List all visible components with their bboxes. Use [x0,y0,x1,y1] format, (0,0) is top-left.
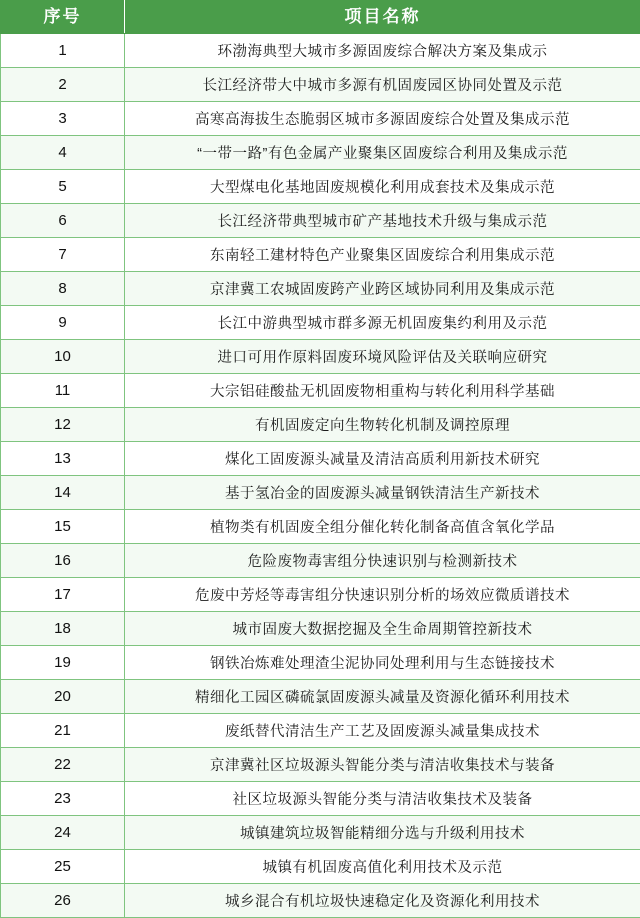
table-row [1,408,640,442]
row-number: 18 [1,612,125,646]
table-row [1,374,640,408]
project-name: 高寒高海拔生态脆弱区城市多源固废综合处置及集成示范 [125,102,640,136]
table-row [1,102,640,136]
table-row [1,612,640,646]
project-name: 社区垃圾源头智能分类与清洁收集技术及装备 [125,782,640,816]
column-header-name: 项目名称 [125,1,640,34]
table-row [1,816,640,850]
project-name: 长江经济带典型城市矿产基地技术升级与集成示范 [125,204,640,238]
table-row [1,170,640,204]
row-number: 10 [1,340,125,374]
row-number: 11 [1,374,125,408]
table-header-row [1,1,640,34]
table-row [1,306,640,340]
project-name: 环渤海典型大城市多源固废综合解决方案及集成示 [125,34,640,68]
row-number: 5 [1,170,125,204]
row-number: 25 [1,850,125,884]
table-row [1,340,640,374]
table-row [1,714,640,748]
project-name: 长江经济带大中城市多源有机固废园区协同处置及示范 [125,68,640,102]
row-number: 12 [1,408,125,442]
project-name: 大宗铝硅酸盐无机固废物相重构与转化利用科学基础 [125,374,640,408]
row-number: 21 [1,714,125,748]
project-name: 废纸替代清洁生产工艺及固废源头减量集成技术 [125,714,640,748]
table-row [1,476,640,510]
table-header [1,1,640,34]
project-name: “一带一路”有色金属产业聚集区固废综合利用及集成示范 [125,136,640,170]
table-row [1,646,640,680]
row-number: 7 [1,238,125,272]
project-name: 危险废物毒害组分快速识别与检测新技术 [125,544,640,578]
row-number: 14 [1,476,125,510]
project-name: 有机固废定向生物转化机制及调控原理 [125,408,640,442]
project-name: 京津冀社区垃圾源头智能分类与清洁收集技术与装备 [125,748,640,782]
row-number: 23 [1,782,125,816]
column-header-no: 序号 [1,1,125,34]
row-number: 1 [1,34,125,68]
table-body [1,34,640,918]
project-name: 长江中游典型城市群多源无机固废集约利用及示范 [125,306,640,340]
row-number: 4 [1,136,125,170]
project-name: 进口可用作原料固废环境风险评估及关联响应研究 [125,340,640,374]
table-row [1,136,640,170]
row-number: 17 [1,578,125,612]
table-row [1,34,640,68]
table-row [1,578,640,612]
row-number: 26 [1,884,125,918]
project-name: 京津冀工农城固废跨产业跨区域协同利用及集成示范 [125,272,640,306]
project-name: 煤化工固废源头减量及清洁高质利用新技术研究 [125,442,640,476]
project-name: 大型煤电化基地固废规模化利用成套技术及集成示范 [125,170,640,204]
row-number: 24 [1,816,125,850]
row-number: 8 [1,272,125,306]
project-name: 东南轻工建材特色产业聚集区固废综合利用集成示范 [125,238,640,272]
table-row [1,68,640,102]
row-number: 22 [1,748,125,782]
row-number: 6 [1,204,125,238]
row-number: 3 [1,102,125,136]
table-row [1,782,640,816]
project-name: 城镇有机固废高值化利用技术及示范 [125,850,640,884]
table-row [1,238,640,272]
table-row [1,442,640,476]
table-row [1,884,640,918]
table-row [1,204,640,238]
project-name: 城镇建筑垃圾智能精细分选与升级利用技术 [125,816,640,850]
project-name: 基于氢冶金的固废源头减量钢铁清洁生产新技术 [125,476,640,510]
project-name: 城市固废大数据挖掘及全生命周期管控新技术 [125,612,640,646]
table-row [1,680,640,714]
table-row [1,510,640,544]
table-row [1,850,640,884]
row-number: 19 [1,646,125,680]
row-number: 20 [1,680,125,714]
project-name: 城乡混合有机垃圾快速稳定化及资源化利用技术 [125,884,640,918]
row-number: 2 [1,68,125,102]
row-number: 15 [1,510,125,544]
project-name: 植物类有机固废全组分催化转化制备高值含氧化学品 [125,510,640,544]
table-row [1,748,640,782]
row-number: 13 [1,442,125,476]
project-name: 精细化工园区磷硫氯固废源头减量及资源化循环利用技术 [125,680,640,714]
row-number: 16 [1,544,125,578]
project-name: 钢铁冶炼难处理渣尘泥协同处理利用与生态链接技术 [125,646,640,680]
table-row [1,544,640,578]
project-name: 危废中芳烃等毒害组分快速识别分析的场效应微质谱技术 [125,578,640,612]
row-number: 9 [1,306,125,340]
table-row [1,272,640,306]
